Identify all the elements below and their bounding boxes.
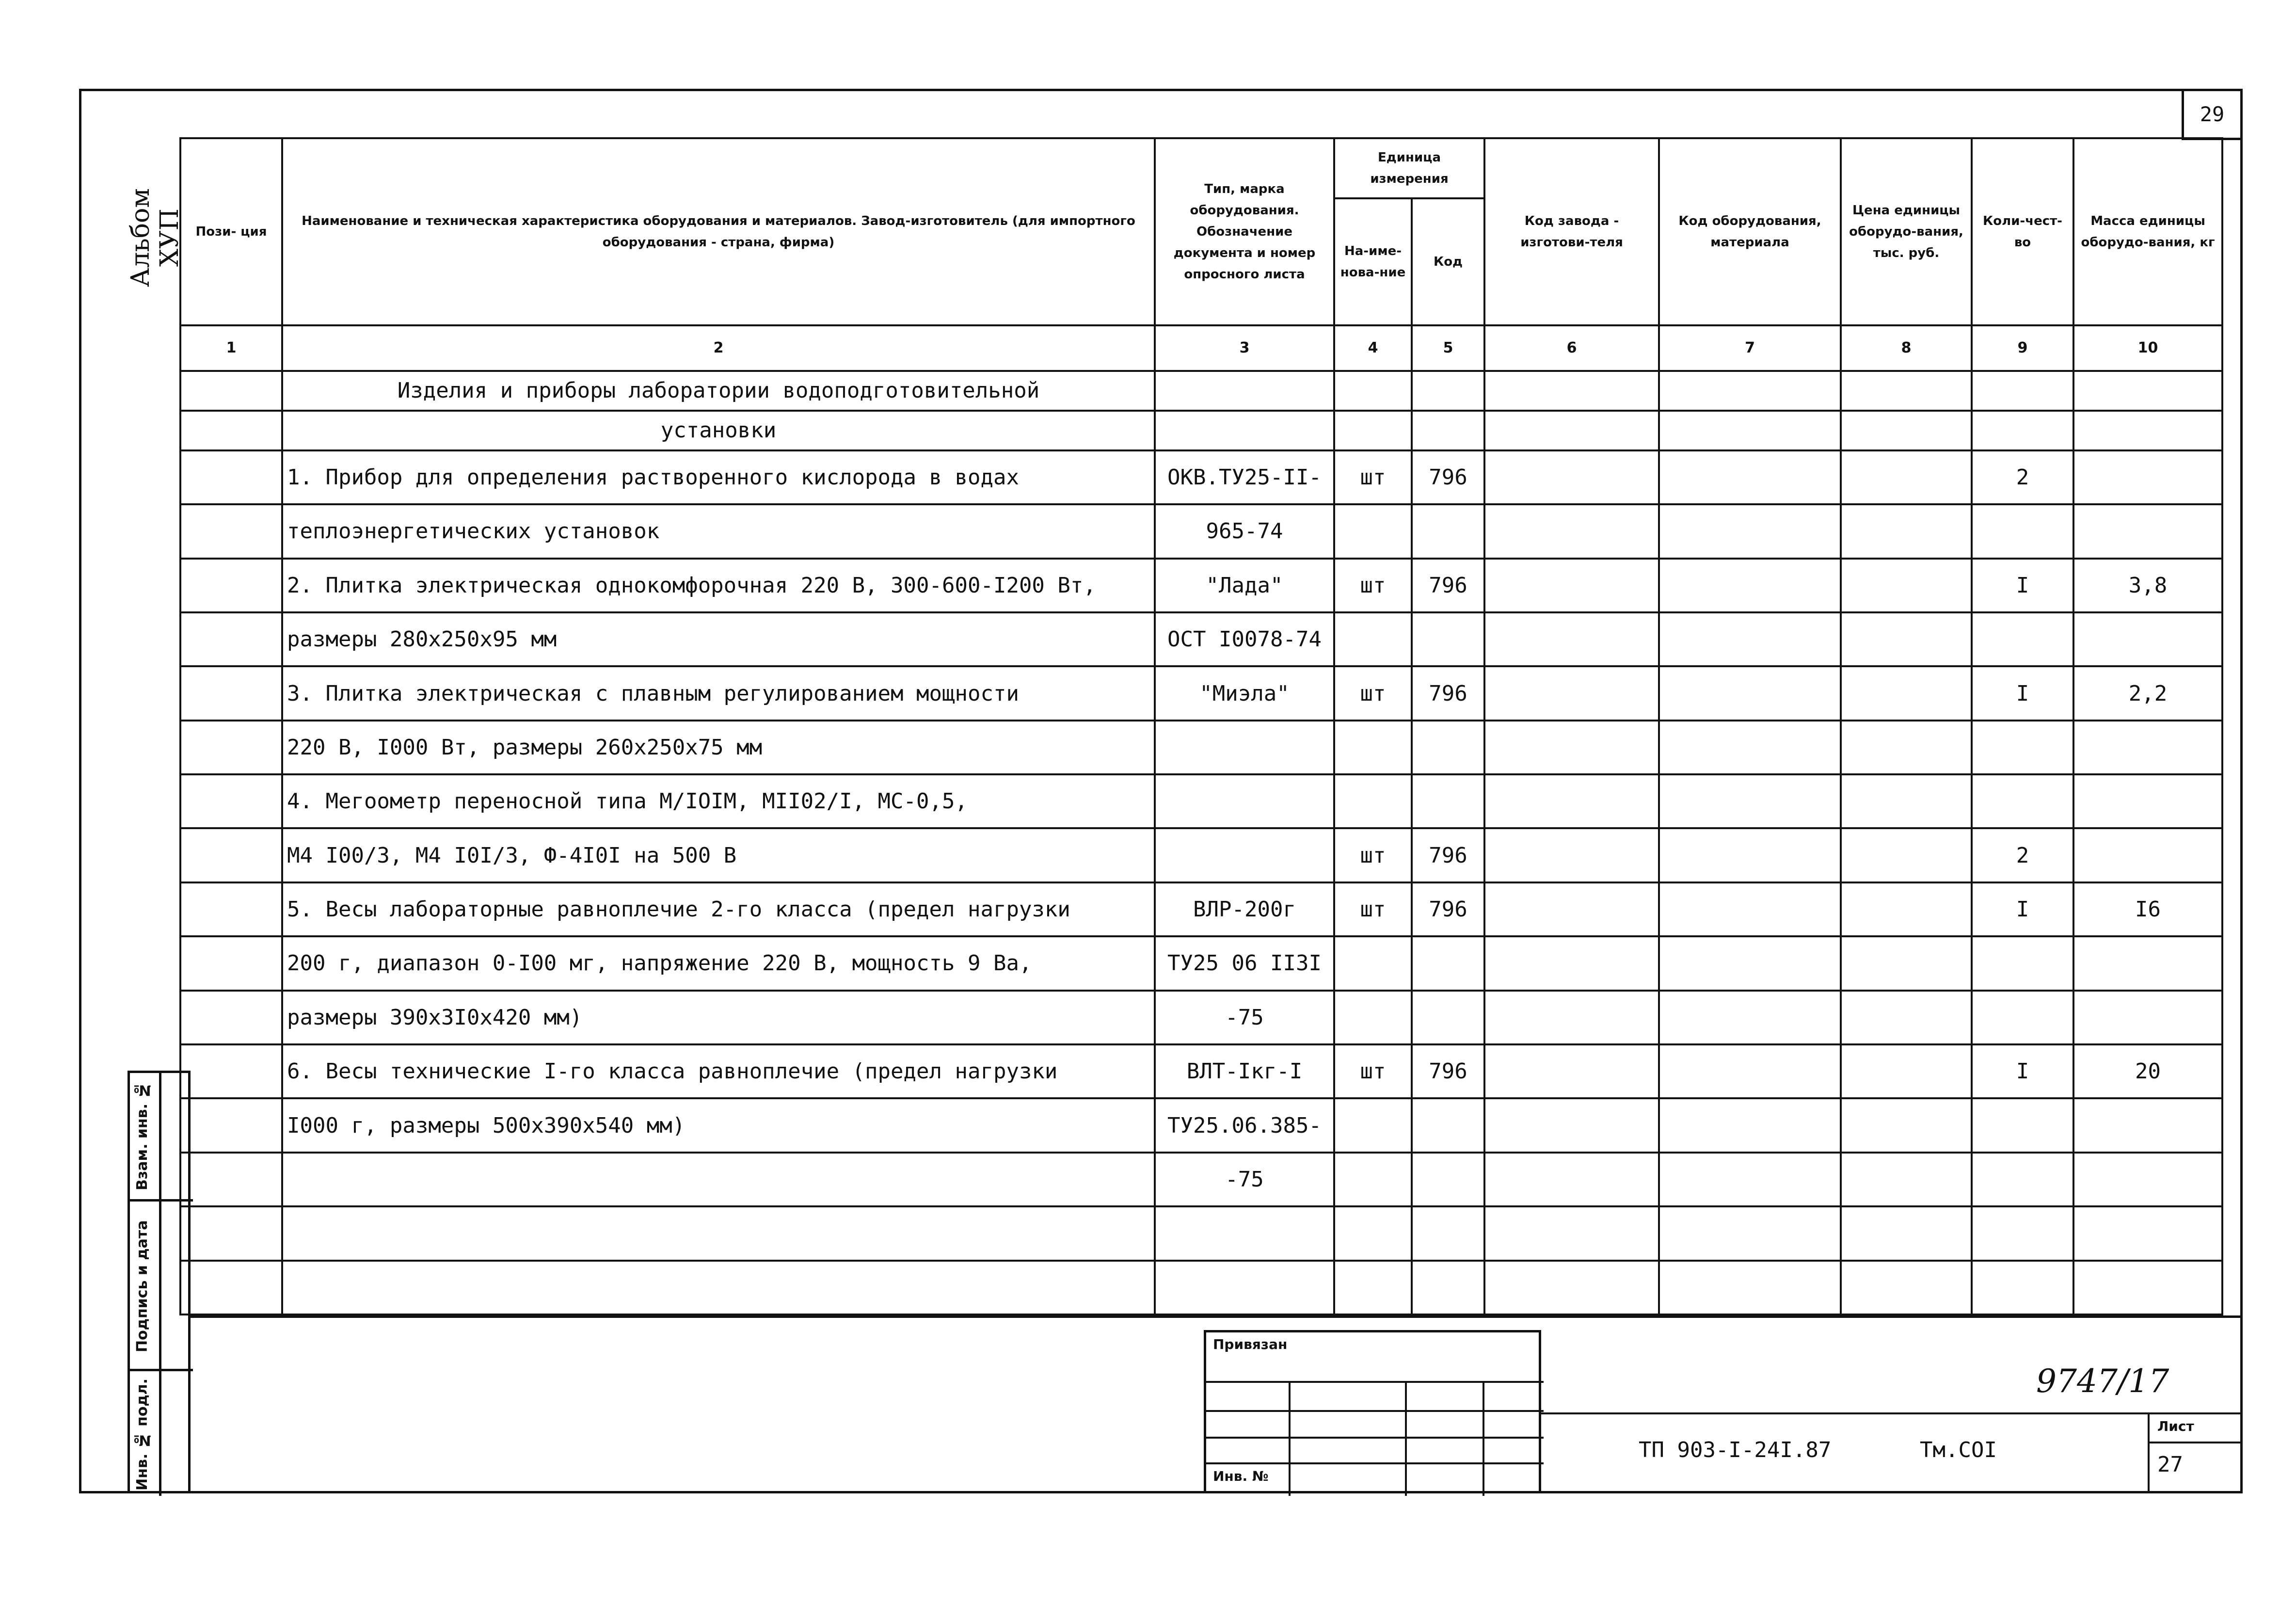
cell-type (1155, 828, 1334, 882)
cell-type: -75 (1155, 1153, 1334, 1207)
cell-qty (1972, 1098, 2073, 1152)
table-row (180, 504, 2222, 558)
cell-qty: I (1972, 882, 2073, 936)
cell-mass (2073, 1098, 2222, 1152)
cell-type: ОСТ I0078-74 (1155, 612, 1334, 666)
project-code: ТП 903-I-24I.87 (1639, 1438, 1832, 1462)
document-code: Тм.СОI (1920, 1438, 1997, 1462)
header-unit-name: На-име-нова-ние (1334, 198, 1412, 325)
cell-name: I000 г, размеры 500x390x540 мм) (282, 1098, 1155, 1152)
cell-type: ВЛР-200г (1155, 882, 1334, 936)
cell-qty (1972, 936, 2073, 990)
sheet-number-top: 29 (2182, 89, 2243, 140)
cell-code (1412, 612, 1484, 666)
column-number-row (180, 325, 2222, 371)
cell-name: теплоэнергетических установок (282, 504, 1155, 558)
colnum: 1 (180, 325, 282, 371)
cell-code: 796 (1412, 882, 1484, 936)
table-row (180, 991, 2222, 1044)
cell-mass (2073, 450, 2222, 504)
cell-mass (2073, 828, 2222, 882)
inventory-label: Инв. № (1213, 1468, 1269, 1484)
specification-table (179, 137, 2223, 1315)
cell-qty: 2 (1972, 828, 2073, 882)
cell-qty: I (1972, 666, 2073, 720)
binding-label: Привязан (1213, 1336, 1288, 1352)
cell-code (1412, 991, 1484, 1044)
colnum: 6 (1484, 325, 1659, 371)
cell-unit: шт (1334, 666, 1412, 720)
cell-type: ВЛТ-Iкг-I (1155, 1044, 1334, 1098)
binding-box (1204, 1330, 1541, 1493)
cell-mass (2073, 991, 2222, 1044)
cell-mass: 2,2 (2073, 666, 2222, 720)
colnum: 5 (1412, 325, 1484, 371)
colnum: 8 (1841, 325, 1972, 371)
empty-row (180, 1206, 2222, 1260)
table-row (180, 1153, 2222, 1207)
cell-mass (2073, 936, 2222, 990)
cell-unit (1334, 1098, 1412, 1152)
table-row (180, 882, 2222, 936)
colnum: 3 (1155, 325, 1334, 371)
cell-mass (2073, 504, 2222, 558)
cell-type: -75 (1155, 991, 1334, 1044)
header-price: Цена единицы оборудо-вания, тыс. руб. (1841, 138, 1972, 325)
cell-type: ОКВ.ТУ25-II- (1155, 450, 1334, 504)
cell-unit (1334, 991, 1412, 1044)
side-stamp (128, 1071, 191, 1493)
header-quantity: Коли-чест-во (1972, 138, 2073, 325)
header-equipment-code: Код оборудования, материала (1659, 138, 1841, 325)
cell-mass (2073, 612, 2222, 666)
title-block-top-line (191, 1315, 2243, 1318)
cell-unit (1334, 774, 1412, 828)
header-type: Тип, марка оборудования. Обозначение документа и номер опросного листа (1155, 138, 1334, 325)
side-signature-label: Подпись и дата (134, 1220, 151, 1353)
cell-name: М4 I00/3, М4 I0I/3, Ф-4I0I на 500 В (282, 828, 1155, 882)
table-row (180, 936, 2222, 990)
section-title: установки (282, 411, 1155, 450)
cell-qty: I (1972, 559, 2073, 612)
cell-mass: 3,8 (2073, 559, 2222, 612)
cell-name: 1. Прибор для определения растворенного кислорода в водах (282, 450, 1155, 504)
cell-name: 5. Весы лабораторные равноплечие 2-го класса (предел нагрузки (282, 882, 1155, 936)
cell-type: "Лада" (1155, 559, 1334, 612)
cell-name: 3. Плитка электрическая с плавным регулированием мощности (282, 666, 1155, 720)
cell-qty (1972, 1153, 2073, 1207)
code-line (1541, 1412, 2243, 1414)
table-row (180, 721, 2222, 774)
table-row (180, 450, 2222, 504)
colnum: 9 (1972, 325, 2073, 371)
cell-qty (1972, 721, 2073, 774)
cell-unit (1334, 936, 1412, 990)
cell-type (1155, 721, 1334, 774)
cell-name: 6. Весы технические I-го класса равноплечие (предел нагрузки (282, 1044, 1155, 1098)
cell-name: 4. Мегоометр переносной типа М/IОIМ, МII02/I, МС-0,5, (282, 774, 1155, 828)
colnum: 7 (1659, 325, 1841, 371)
section-title-row (180, 371, 2222, 411)
list-label: Лист (2157, 1418, 2194, 1434)
cell-name: 2. Плитка электрическая однокомфорочная 220 В, 300-600-I200 Вт, (282, 559, 1155, 612)
cell-code: 796 (1412, 828, 1484, 882)
table-row (180, 828, 2222, 882)
cell-name (282, 1153, 1155, 1207)
cell-name: размеры 280x250x95 мм (282, 612, 1155, 666)
cell-mass (2073, 1153, 2222, 1207)
colnum: 2 (282, 325, 1155, 371)
handwritten-number: 9747/17 (2036, 1363, 2169, 1400)
cell-unit: шт (1334, 559, 1412, 612)
cell-code: 796 (1412, 1044, 1484, 1098)
section-title-row (180, 411, 2222, 450)
cell-unit (1334, 1153, 1412, 1207)
cell-type: "Миэла" (1155, 666, 1334, 720)
header-unit: Единица измерения (1334, 138, 1484, 198)
table-row (180, 774, 2222, 828)
colnum: 10 (2073, 325, 2222, 371)
table-row (180, 612, 2222, 666)
cell-mass (2073, 721, 2222, 774)
cell-qty (1972, 991, 2073, 1044)
header-mass: Масса единицы оборудо-вания, кг (2073, 138, 2222, 325)
cell-code (1412, 1098, 1484, 1152)
side-inventory-label: Инв. № подл. (134, 1378, 151, 1491)
cell-name: 200 г, диапазон 0-I00 мг, напряжение 220 В, мощность 9 Ва, (282, 936, 1155, 990)
header-unit-code: Код (1412, 198, 1484, 325)
cell-code: 796 (1412, 666, 1484, 720)
side-vzam-label: Взам. инв. № (134, 1081, 151, 1191)
cell-unit (1334, 504, 1412, 558)
header-position: Пози- ция (180, 138, 282, 325)
table-row (180, 1044, 2222, 1098)
cell-code (1412, 504, 1484, 558)
cell-unit: шт (1334, 828, 1412, 882)
cell-type: ТУ25 06 II3I (1155, 936, 1334, 990)
cell-code (1412, 721, 1484, 774)
album-label: Альбом ХУП (126, 188, 184, 287)
cell-name: 220 В, I000 Вт, размеры 260x250x75 мм (282, 721, 1155, 774)
cell-type (1155, 774, 1334, 828)
table-row (180, 666, 2222, 720)
cell-unit: шт (1334, 450, 1412, 504)
cell-type: ТУ25.06.385- (1155, 1098, 1334, 1152)
empty-row (180, 1261, 2222, 1314)
cell-code: 796 (1412, 450, 1484, 504)
list-number: 27 (2157, 1452, 2183, 1477)
cell-qty (1972, 504, 2073, 558)
header-factory-code: Код завода - изготови-теля (1484, 138, 1659, 325)
cell-qty (1972, 774, 2073, 828)
table-row (180, 1098, 2222, 1152)
header-row (180, 138, 2222, 198)
cell-unit: шт (1334, 1044, 1412, 1098)
cell-code (1412, 1153, 1484, 1207)
cell-unit (1334, 721, 1412, 774)
cell-mass: 20 (2073, 1044, 2222, 1098)
cell-qty: 2 (1972, 450, 2073, 504)
colnum: 4 (1334, 325, 1412, 371)
list-label-line (2148, 1442, 2243, 1443)
header-name: Наименование и техническая характеристика оборудования и материалов. Завод-изготовитель (для импортного оборудования - страна, фирма) (282, 138, 1155, 325)
cell-code (1412, 936, 1484, 990)
cell-mass: I6 (2073, 882, 2222, 936)
cell-mass (2073, 774, 2222, 828)
section-title: Изделия и приборы лаборатории водоподготовительной (282, 371, 1155, 411)
cell-type: 965-74 (1155, 504, 1334, 558)
cell-code (1412, 774, 1484, 828)
cell-code: 796 (1412, 559, 1484, 612)
table-row (180, 559, 2222, 612)
cell-qty (1972, 612, 2073, 666)
list-divider (2148, 1412, 2150, 1493)
cell-qty: I (1972, 1044, 2073, 1098)
cell-name: размеры 390x3I0x420 мм) (282, 991, 1155, 1044)
cell-unit (1334, 612, 1412, 666)
cell-unit: шт (1334, 882, 1412, 936)
